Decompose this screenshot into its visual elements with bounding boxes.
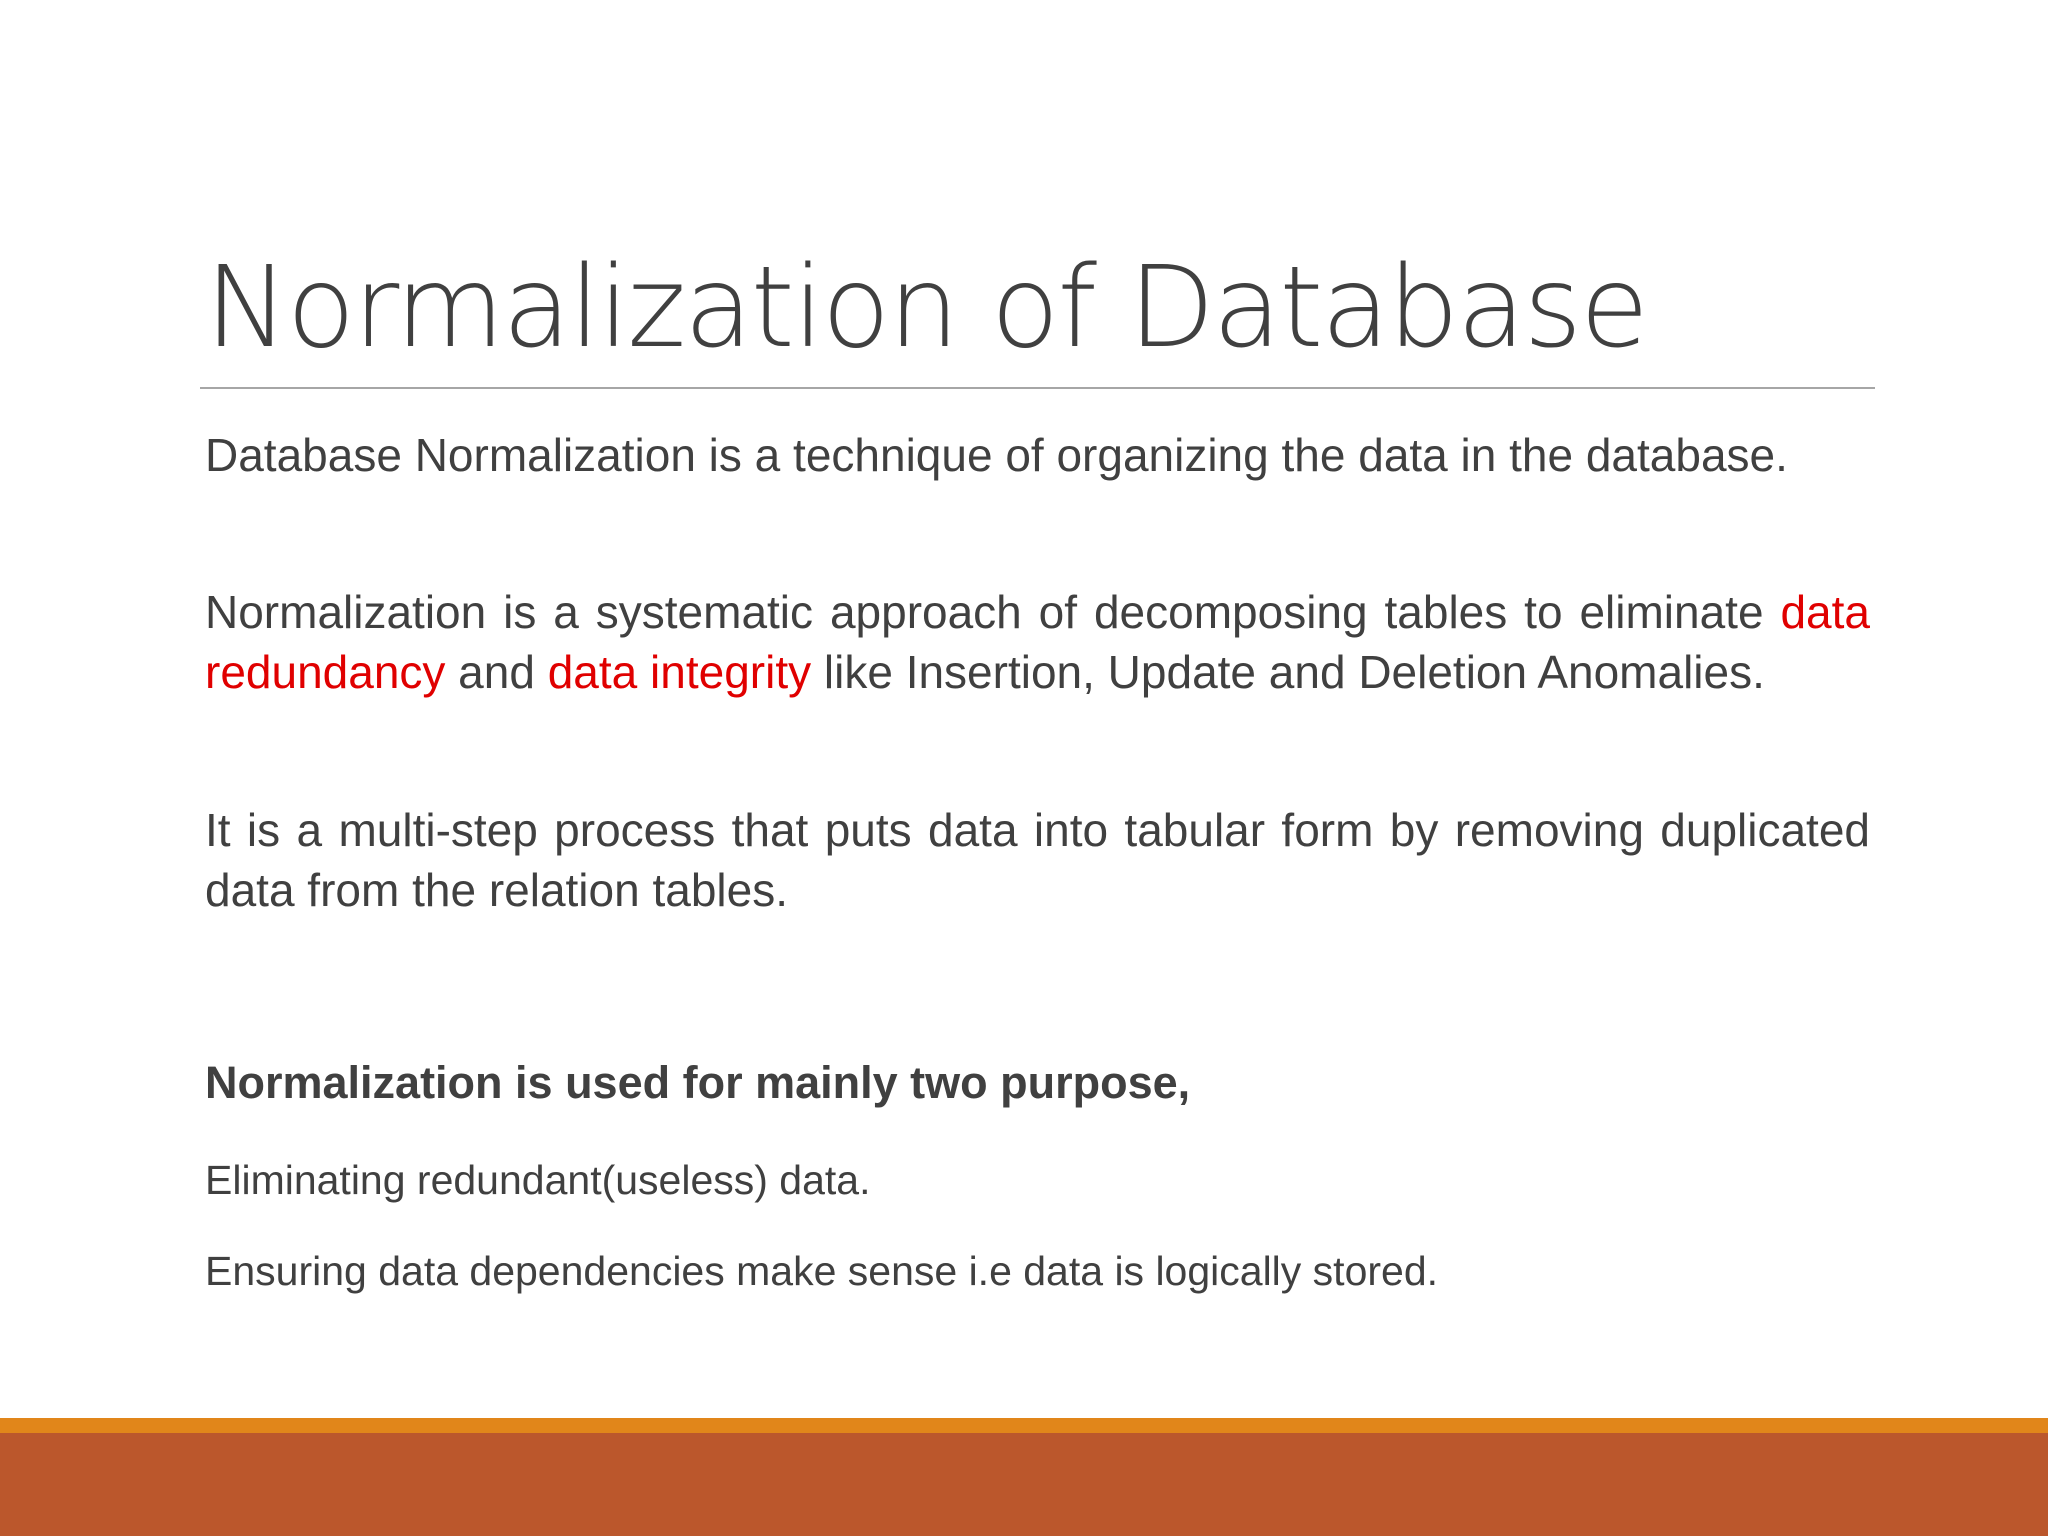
purpose-item: Eliminating redundant(useless) data.	[205, 1157, 871, 1203]
purpose-item: Ensuring data dependencies make sense i.e data is logically stored.	[205, 1248, 1439, 1294]
purpose-heading: Normalization is used for mainly two purpose,	[205, 1057, 1191, 1108]
paragraph-approach-text-2: and	[445, 646, 548, 698]
footer-accent-stripe	[0, 1418, 2048, 1433]
paragraph-definition: Database Normalization is a technique of organizing the data in the database.	[205, 429, 1788, 481]
highlight-data-integrity: data integrity	[547, 646, 812, 698]
slide-title: Normalization of Database	[205, 243, 1647, 373]
paragraph-approach-text-3: like Insertion, Update and Deletion Anomalies.	[811, 646, 1765, 698]
paragraph-approach-text-1: Normalization is a systematic approach of decomposing tables to eliminate	[205, 586, 1781, 638]
highlight-data-redundancy: data redundancy	[205, 586, 1870, 698]
title-divider	[200, 387, 1875, 389]
paragraph-process: It is a multi-step process that puts data into tabular form by removing duplicated data from the relation tables.	[205, 804, 1870, 916]
paragraph-approach	[205, 582, 1870, 702]
footer-band	[0, 1433, 2048, 1536]
